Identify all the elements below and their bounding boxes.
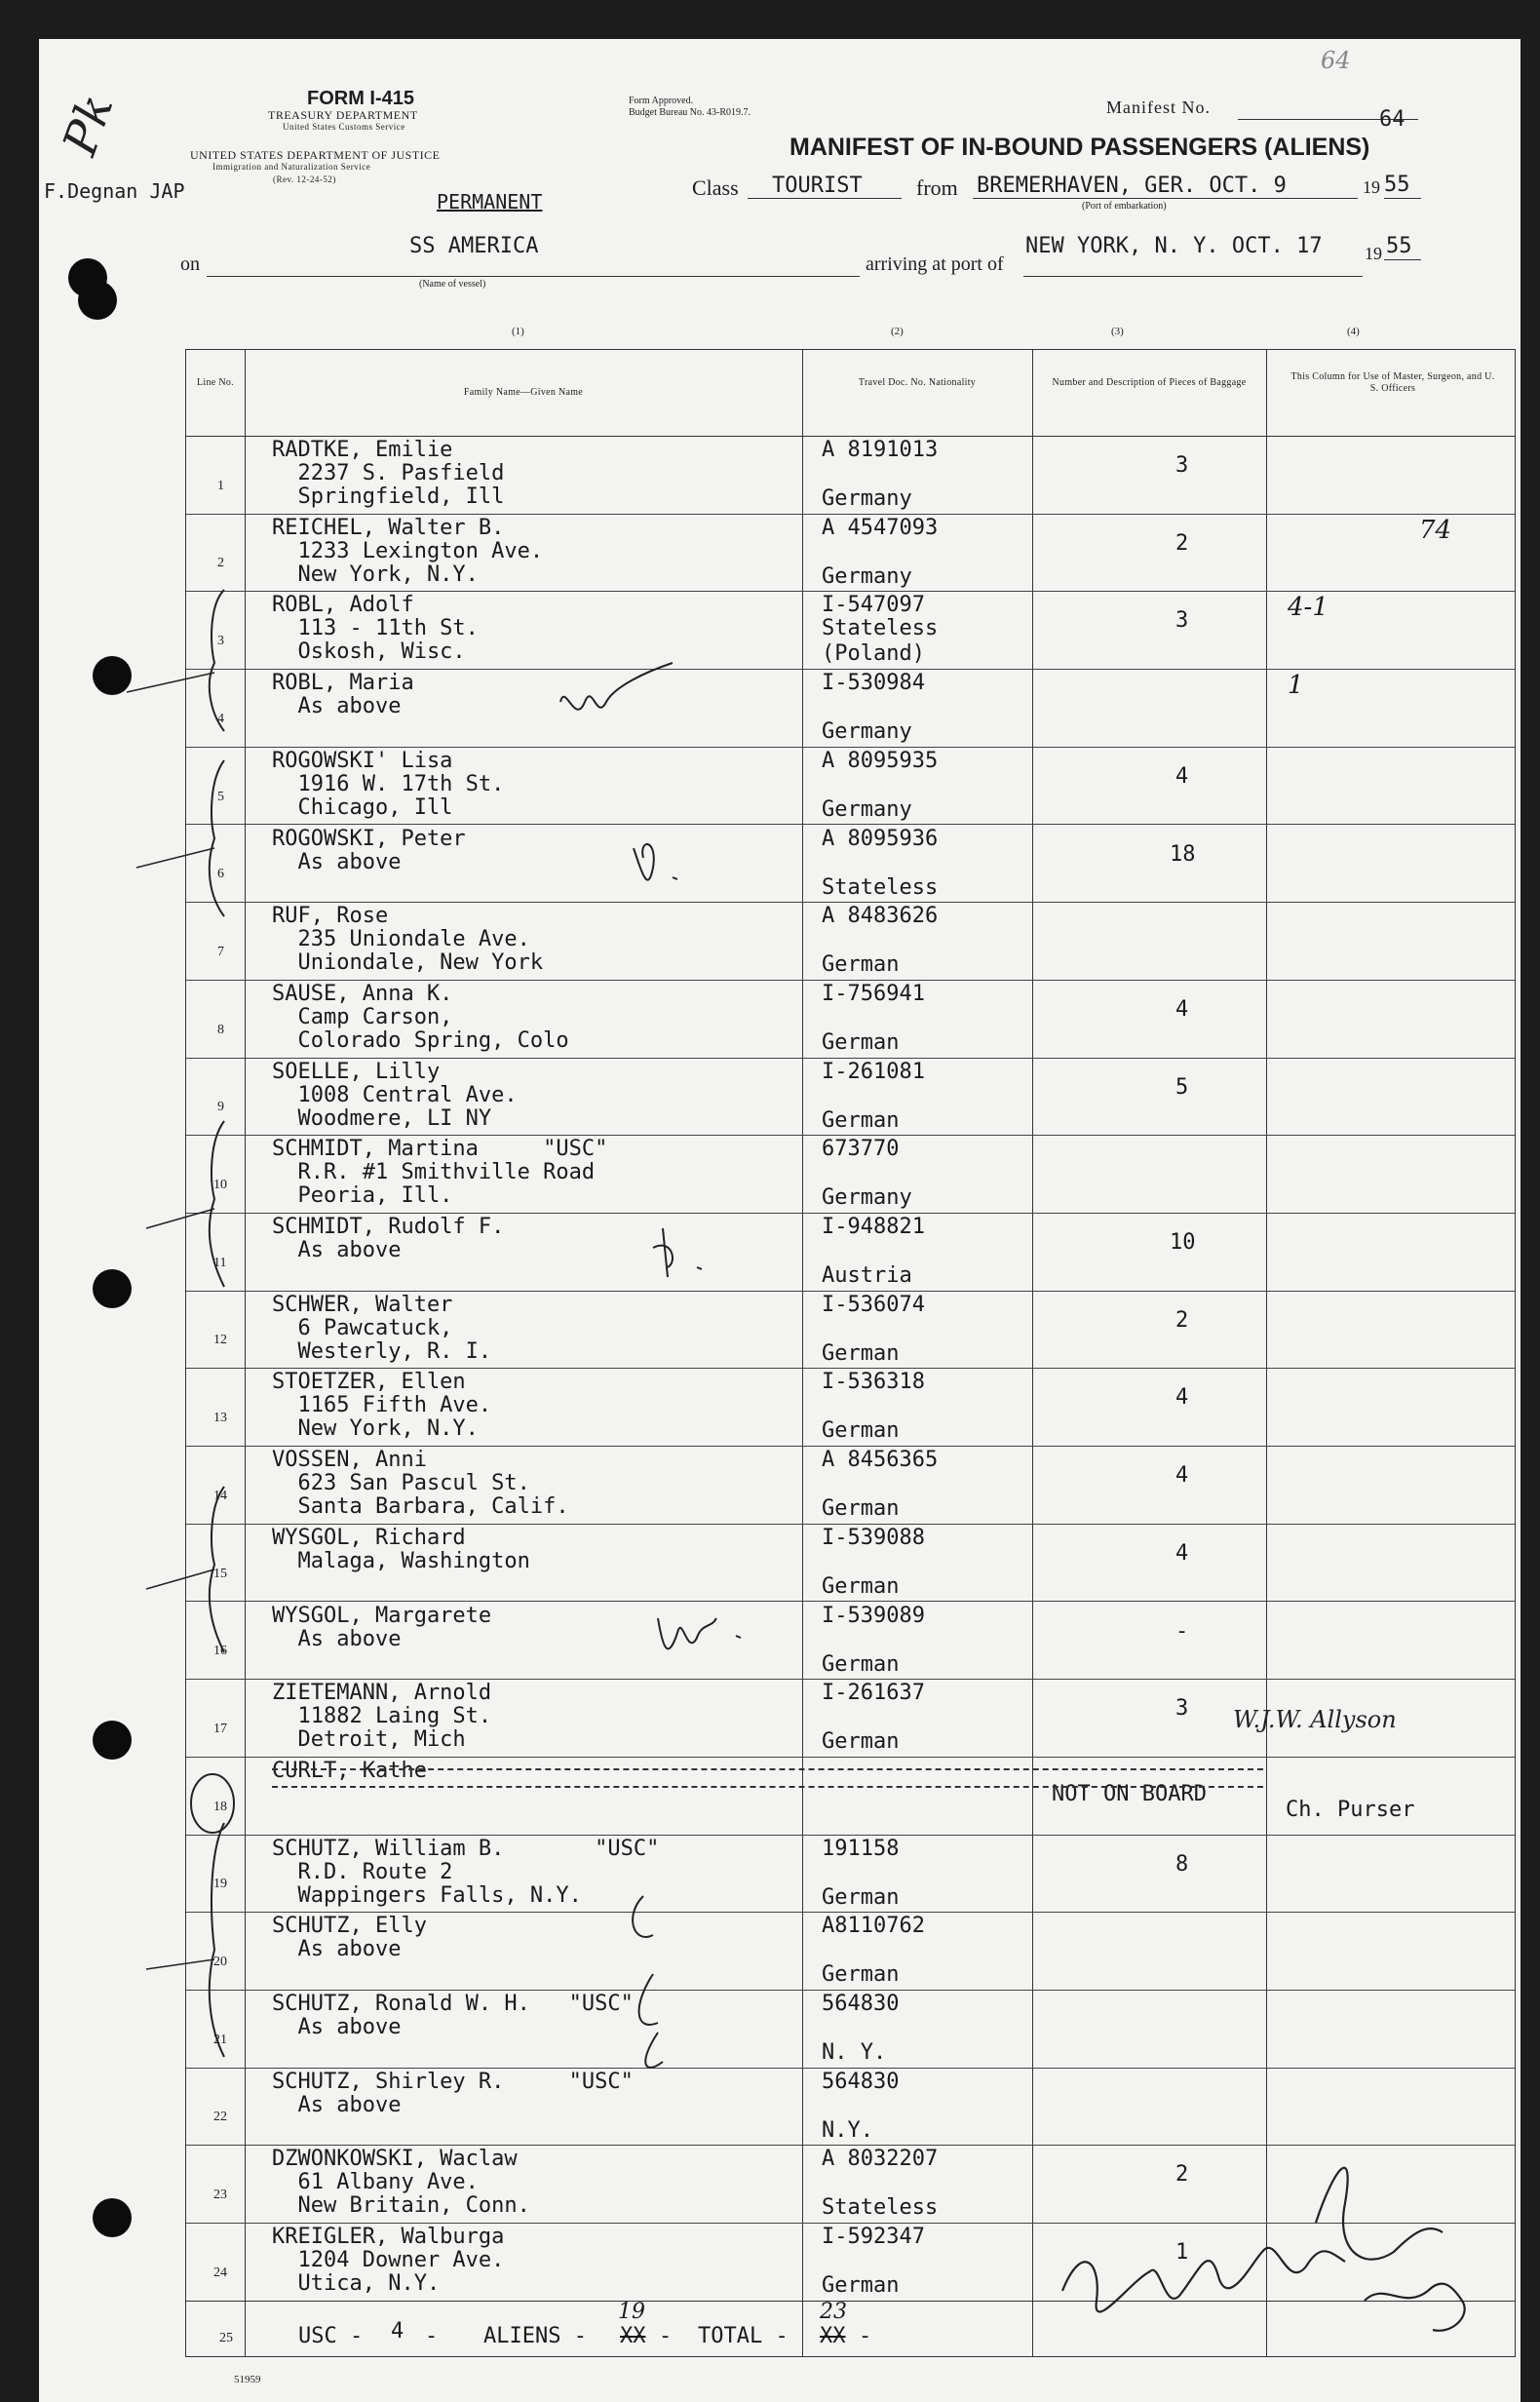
budget-bureau: Budget Bureau No. 43-R019.7. (629, 107, 751, 118)
passenger-address: 2237 S. Pasfield (272, 461, 505, 485)
passenger-name: SCHUTZ, Ronald W. H. "USC" (272, 1992, 634, 2016)
passenger-city: Woodmere, LI NY (272, 1105, 492, 1131)
nationality: N.Y. (822, 2117, 873, 2143)
passenger-address: As above (272, 694, 402, 719)
nationality: German (822, 1496, 900, 1522)
passenger-city: Santa Barbara, Calif. (272, 1494, 569, 1520)
col-number-4: (4) (1347, 326, 1360, 337)
travel-doc-number: 564830 (822, 2069, 900, 2094)
aliens-dash: - (659, 2324, 673, 2348)
footer-code: 51959 (234, 2374, 261, 2385)
official-signature (1043, 2106, 1491, 2349)
travel-doc-number: A 8095936 (822, 826, 939, 851)
officer-note: 74 (1419, 515, 1452, 545)
passenger-name: DZWONKOWSKI, Waclaw (272, 2147, 518, 2172)
passenger-name: RADTKE, Emilie (272, 438, 453, 462)
aliens-typed: XX (620, 2324, 646, 2348)
dept-justice: UNITED STATES DEPARTMENT OF JUSTICE (190, 148, 441, 162)
col-head-name: Family Name—Given Name (463, 387, 584, 398)
total-handwritten: 23 (820, 2300, 847, 2324)
baggage-count: - (1175, 1618, 1189, 1644)
purser-signature: W.J.W. Allyson (1233, 1706, 1397, 1733)
baggage-count: 4 (1175, 1540, 1189, 1566)
passenger-city: Colorado Spring, Colo (272, 1027, 569, 1053)
travel-doc-number: I-536318 (822, 1370, 925, 1395)
passenger-name: SCHMIDT, Martina "USC" (272, 1137, 608, 1162)
punch-hole (93, 2198, 132, 2237)
passenger-city: Utica, N.Y. (272, 2271, 441, 2297)
baggage-count: NOT ON BOARD (1052, 1781, 1207, 1806)
nationality: Germany (822, 796, 912, 822)
travel-doc-number: I-539088 (822, 1525, 925, 1550)
line-number: 1 (217, 478, 224, 493)
passenger-city: Oskosh, Wisc. (272, 639, 466, 665)
total-label: TOTAL - (698, 2324, 789, 2348)
line-number: 2 (217, 556, 224, 571)
document-title: MANIFEST OF IN-BOUND PASSENGERS (ALIENS) (789, 134, 1370, 161)
passenger-address: 61 Albany Ave. (272, 2170, 479, 2195)
year-prefix: 19 (1363, 177, 1380, 197)
baggage-count: 3 (1175, 1696, 1189, 1722)
travel-doc-number: I-536074 (822, 1292, 925, 1317)
circle-mark-18 (183, 1769, 242, 1838)
passenger-name: RUF, Rose (272, 904, 389, 929)
vessel-caption: (Name of vessel) (419, 279, 486, 290)
arriving-year-prefix: 19 (1365, 244, 1382, 263)
baggage-count: 4 (1175, 763, 1189, 789)
passenger-name: SCHUTZ, Shirley R. "USC" (272, 2069, 634, 2094)
nationality: German (822, 1340, 900, 1366)
form-number: FORM I-415 (307, 88, 415, 109)
line-number: 4 (217, 711, 224, 726)
line-number: 18 (213, 1799, 227, 1814)
travel-doc-number: A8110762 (822, 1914, 925, 1939)
initials-mark (546, 643, 721, 741)
baggage-count: 3 (1175, 453, 1189, 478)
line-number: 7 (217, 944, 224, 959)
passenger-name: VOSSEN, Anni (272, 1448, 427, 1473)
passenger-city: New York, N.Y. (272, 1416, 479, 1442)
line-number: 6 (217, 867, 224, 882)
baggage-count: 18 (1170, 841, 1196, 867)
baggage-count: 4 (1175, 1385, 1189, 1411)
line-number: 13 (213, 1411, 227, 1426)
col-head-baggage: Number and Description of Pieces of Baggage (1052, 377, 1247, 388)
passenger-name: SCHWER, Walter (272, 1292, 453, 1317)
dept-justice-sub: Immigration and Naturalization Service (212, 162, 371, 172)
col-head-line-no: Line No. (197, 377, 234, 388)
travel-doc-number: A 8456365 (822, 1448, 939, 1473)
col-number-3: (3) (1111, 326, 1124, 337)
passenger-address: 11882 Laing St. (272, 1704, 492, 1729)
passenger-city: Peoria, Ill. (272, 1183, 453, 1209)
manifest-label: Manifest No. (1106, 97, 1211, 117)
from-label: from (916, 175, 958, 200)
initials-mark (624, 819, 712, 907)
nationality: German (822, 2273, 900, 2299)
nationality: German (822, 1884, 900, 1910)
port-embarkation-caption: (Port of embarkation) (1082, 201, 1167, 212)
arriving-year-value: 55 (1386, 234, 1412, 258)
line-number: 12 (213, 1333, 227, 1348)
line-number: 5 (217, 789, 224, 804)
travel-doc-number: A 4547093 (822, 515, 939, 540)
passenger-name: CURLT, Kathe (272, 1758, 427, 1783)
nationality: Stateless (Poland) (822, 616, 939, 667)
passenger-city: New Britain, Conn. (272, 2193, 530, 2219)
baggage-count: 3 (1175, 608, 1189, 634)
travel-doc-number: 191158 (822, 1836, 900, 1861)
line-number: 9 (217, 1100, 224, 1115)
passenger-name: SAUSE, Anna K. (272, 981, 453, 1006)
passenger-address: 1204 Downer Ave. (272, 2248, 505, 2273)
nationality: Stateless (822, 874, 939, 900)
page-pencil-number: 64 (1321, 47, 1351, 74)
baggage-count: 2 (1175, 2162, 1189, 2188)
passenger-name: ROBL, Adolf (272, 593, 414, 618)
passenger-name: ROGOWSKI, Peter (272, 826, 466, 851)
passenger-address: 1916 W. 17th St. (272, 771, 505, 796)
nationality: Austria (822, 1263, 912, 1288)
passenger-name: KREIGLER, Walburga (272, 2225, 505, 2250)
col-head-officers: This Column for Use of Master, Surgeon, and U. S. Officers (1290, 371, 1495, 394)
aliens-handwritten: 19 (618, 2300, 645, 2324)
usc-dash: - (425, 2324, 439, 2348)
year-value: 55 (1384, 173, 1410, 197)
passenger-city: New York, N.Y. (272, 562, 479, 587)
passenger-address: As above (272, 2015, 402, 2039)
initials-mark (643, 1209, 731, 1297)
class-label: Class (692, 175, 739, 200)
travel-doc-number: A 8032207 (822, 2147, 939, 2172)
passenger-address: 113 - 11th St. (272, 616, 479, 641)
passenger-address: 1165 Fifth Ave. (272, 1393, 492, 1418)
travel-doc-number: A 8483626 (822, 904, 939, 929)
initials-mark (643, 1589, 799, 1667)
travel-doc-number: I-592347 (822, 2225, 925, 2250)
nationality: German (822, 1573, 900, 1599)
from-value: BREMERHAVEN, GER. OCT. 9 (977, 174, 1287, 198)
usc-count: 4 (391, 2319, 404, 2344)
line-number: 20 (213, 1955, 227, 1969)
nationality: Germany (822, 719, 912, 745)
passenger-name: WYSGOL, Margarete (272, 1603, 492, 1628)
nationality: German (822, 1729, 900, 1755)
passenger-address: As above (272, 1626, 402, 1651)
punch-hole (78, 281, 117, 320)
on-label: on (180, 253, 200, 275)
passenger-address: As above (272, 1238, 402, 1262)
passenger-address: 623 San Pascul St. (272, 1471, 530, 1496)
col-head-travel-doc: Travel Doc. No. Nationality (858, 377, 977, 388)
nationality: German (822, 952, 900, 978)
passenger-city: Wappingers Falls, N.Y. (272, 1882, 582, 1908)
passenger-address: Malaga, Washington (272, 1548, 530, 1573)
passenger-name: WYSGOL, Richard (272, 1525, 466, 1550)
passenger-name: SOELLE, Lilly (272, 1059, 441, 1084)
line-number: 14 (213, 1488, 227, 1503)
class-value: TOURIST (772, 174, 863, 198)
travel-doc-number: I-948821 (822, 1215, 925, 1239)
aliens-label: ALIENS - (483, 2324, 587, 2348)
passenger-address: 6 Pawcatuck, (272, 1315, 453, 1340)
travel-doc-number: A 8191013 (822, 438, 939, 462)
line-number: 15 (213, 1566, 227, 1581)
struck-line (272, 1768, 1263, 1770)
baggage-count: 8 (1175, 1851, 1189, 1877)
nationality: N. Y. (822, 2040, 887, 2065)
passenger-address: As above (272, 2092, 402, 2117)
passenger-address: R.R. #1 Smithville Road (272, 1160, 596, 1185)
passenger-name: STOETZER, Ellen (272, 1370, 466, 1395)
passenger-address: 235 Uniondale Ave. (272, 927, 530, 952)
nationality: Stateless (822, 2195, 939, 2221)
line-number: 22 (213, 2110, 227, 2125)
travel-doc-number: 564830 (822, 1992, 900, 2016)
baggage-count: 4 (1175, 996, 1189, 1022)
arriving-value: NEW YORK, N. Y. OCT. 17 (1025, 234, 1323, 258)
travel-doc-number: I-261637 (822, 1681, 925, 1706)
nationality: German (822, 1029, 900, 1055)
travel-doc-number: A 8095935 (822, 748, 939, 773)
line-number: 19 (213, 1877, 227, 1892)
passenger-city: Chicago, Ill (272, 794, 453, 820)
nationality: German (822, 1651, 900, 1677)
total-typed: XX (820, 2324, 846, 2348)
passenger-name: SCHUTZ, Elly (272, 1914, 427, 1939)
vessel-name: SS AMERICA (409, 234, 539, 258)
nationality: German (822, 1107, 900, 1133)
nationality: Germany (822, 563, 912, 589)
passenger-name: SCHUTZ, William B. "USC" (272, 1836, 660, 1861)
baggage-count: 2 (1175, 530, 1189, 556)
nationality: Germany (822, 1185, 912, 1211)
line-number: 21 (213, 2032, 227, 2047)
line-number: 24 (213, 2265, 227, 2280)
struck-line (272, 1786, 1263, 1788)
nationality: Germany (822, 486, 912, 511)
line-number: 17 (213, 1721, 227, 1736)
col-number-2: (2) (891, 326, 904, 337)
baggage-count: 2 (1175, 1307, 1189, 1333)
usc-label: USC - (298, 2324, 364, 2348)
officer-note: Ch. Purser (1286, 1797, 1415, 1822)
nationality: German (822, 1418, 900, 1444)
line-number: 8 (217, 1022, 224, 1037)
passenger-table (185, 349, 1516, 2357)
line-number: 3 (217, 634, 224, 649)
baggage-count: 1 (1175, 2240, 1189, 2266)
passenger-name: ROBL, Maria (272, 671, 414, 696)
passenger-name: SCHMIDT, Rudolf F. (272, 1215, 505, 1239)
baggage-count: 5 (1175, 1074, 1189, 1100)
passenger-address: R.D. Route 2 (272, 1859, 453, 1884)
line-number: 10 (213, 1178, 227, 1192)
bracket-marks (117, 585, 234, 2145)
manifest-number: 64 (1379, 107, 1405, 132)
passenger-address: 1008 Central Ave. (272, 1082, 518, 1107)
nationality: German (822, 1962, 900, 1988)
corner-handwriting: Pk (52, 87, 125, 163)
dept-treasury: TREASURY DEPARTMENT (268, 108, 418, 122)
col-number-1: (1) (512, 326, 524, 337)
baggage-count: 4 (1175, 1463, 1189, 1489)
travel-doc-number: I-530984 (822, 671, 925, 696)
permanent-stamp: PERMANENT (437, 190, 543, 213)
line-number: 11 (213, 1255, 227, 1270)
travel-doc-number: I-547097 (822, 593, 925, 618)
line-number: 23 (213, 2188, 227, 2203)
passenger-name: REICHEL, Walter B. (272, 515, 505, 540)
officer-note: 1 (1288, 671, 1304, 701)
total-dash: - (859, 2324, 872, 2348)
manifest-sheet (39, 39, 1521, 2402)
form-revision: (Rev. 12-24-52) (273, 174, 336, 184)
travel-doc-number: I-756941 (822, 981, 925, 1006)
clerk-name: F.Degnan JAP (44, 179, 185, 203)
officer-note: 4-1 (1288, 593, 1328, 623)
passenger-address: 1233 Lexington Ave. (272, 538, 544, 563)
form-approved: Form Approved. (629, 96, 694, 106)
dept-treasury-sub: United States Customs Service (283, 122, 405, 132)
baggage-count: 10 (1170, 1230, 1196, 1255)
line-number: 16 (213, 1644, 227, 1659)
arriving-label: arriving at port of (866, 253, 1004, 275)
passenger-address: As above (272, 849, 402, 874)
travel-doc-number: 673770 (822, 1137, 900, 1162)
passenger-city: Westerly, R. I. (272, 1338, 492, 1364)
initials-mark (604, 1877, 721, 2072)
travel-doc-number: I-539089 (822, 1603, 925, 1628)
line-number: 25 (219, 2331, 233, 2345)
passenger-city: Detroit, Mich (272, 1727, 466, 1753)
passenger-address: Camp Carson, (272, 1004, 453, 1029)
passenger-address: As above (272, 1937, 402, 1962)
passenger-city: Uniondale, New York (272, 950, 544, 976)
travel-doc-number: I-261081 (822, 1059, 925, 1084)
passenger-city: Springfield, Ill (272, 484, 505, 509)
passenger-name: ROGOWSKI' Lisa (272, 748, 453, 773)
passenger-name: ZIETEMANN, Arnold (272, 1681, 492, 1706)
